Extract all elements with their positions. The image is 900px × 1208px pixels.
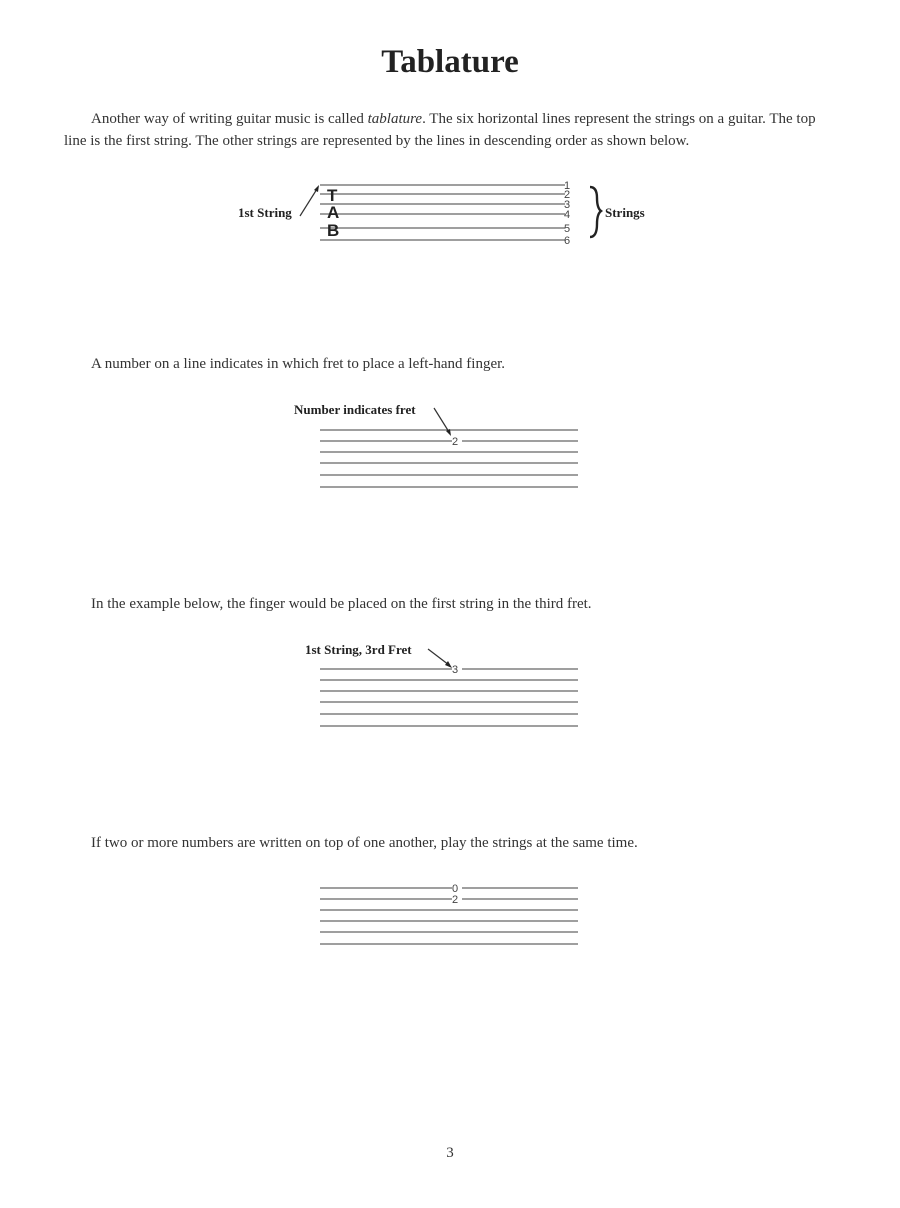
tab-letter-b: B [327, 221, 340, 240]
fret-number-3: 3 [452, 664, 459, 676]
string-number-5: 5 [564, 223, 571, 235]
tab-letter-t: T [327, 186, 338, 205]
page-title: Tablature [381, 44, 519, 80]
first-string-third-fret-label: 1st String, 3rd Fret [305, 642, 412, 657]
chord-paragraph: If two or more numbers are written on top of one another, play the strings at the same time. [91, 835, 638, 851]
number-indicates-fret-label: Number indicates fret [294, 402, 416, 417]
intro-text-italic: tablature [367, 111, 423, 127]
intro-text-after: . The six horizontal lines represent the strings on a guitar. The top line is the first string. The other strings are represented by the lines in descending order as shown below. [64, 111, 816, 149]
first-string-label: 1st String [238, 205, 292, 220]
intro-text-before: Another way of writing guitar music is called [91, 111, 368, 127]
fret-number: 2 [452, 436, 459, 448]
tab-staff-lines-4 [320, 888, 578, 944]
string-number-4: 4 [564, 209, 571, 221]
tab-letter-a: A [327, 203, 340, 222]
fret-number-paragraph: A number on a line indicates in which fret to place a left-hand finger. [91, 356, 506, 372]
chord-fret-string-2: 2 [452, 894, 459, 906]
string-number-1: 1 [564, 180, 571, 192]
third-fret-paragraph: In the example below, the finger would be placed on the first string in the third fret. [91, 596, 592, 612]
chord-fret-string-1: 0 [452, 883, 459, 895]
page-number: 3 [446, 1145, 454, 1161]
string-number-3: 3 [564, 199, 571, 211]
strings-label: Strings [605, 205, 645, 220]
string-number-6: 6 [564, 235, 571, 247]
string-number-2: 2 [564, 189, 571, 201]
